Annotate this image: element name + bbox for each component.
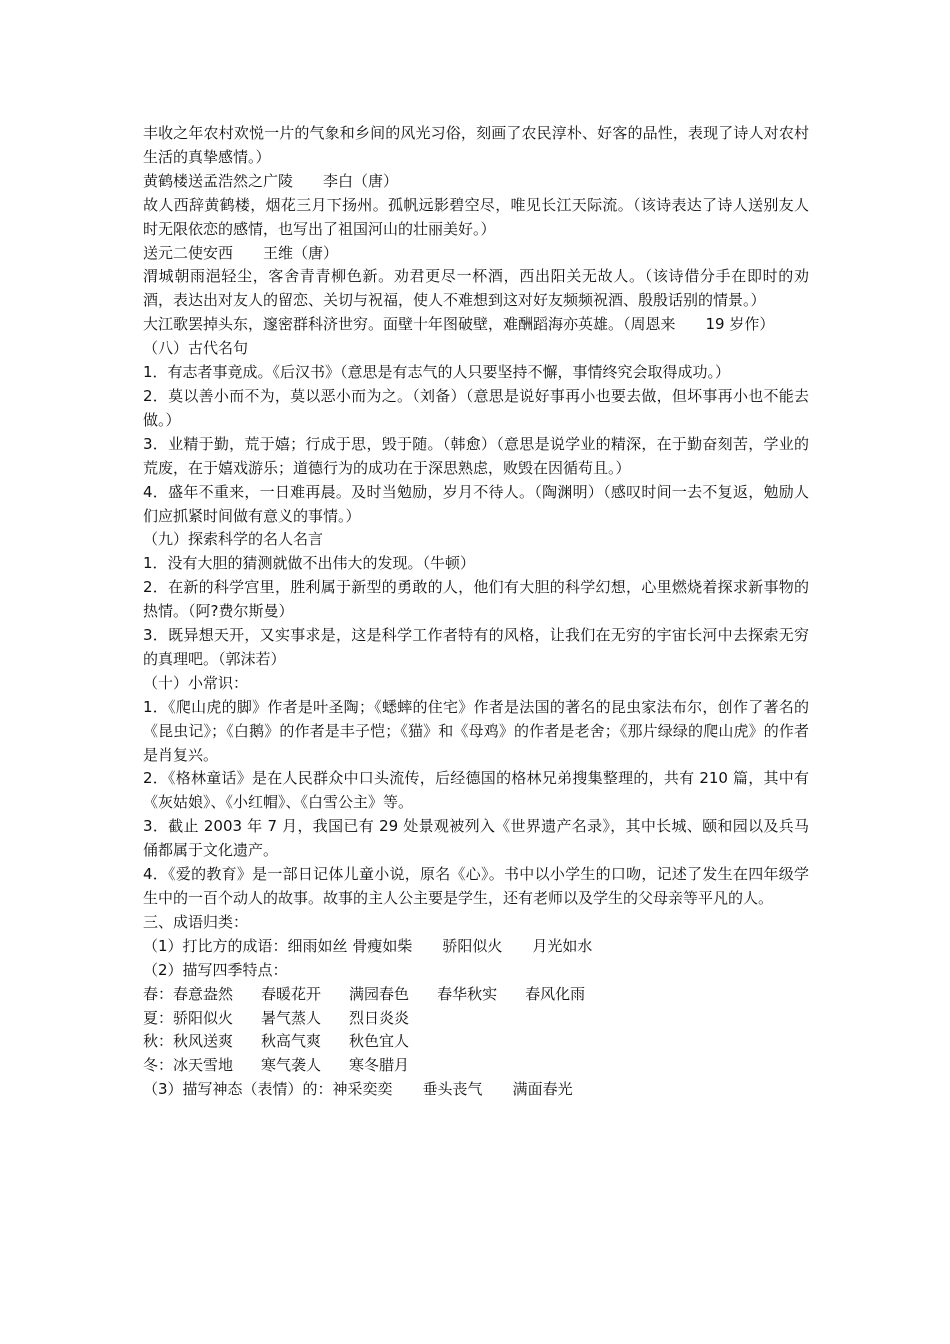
poem-explanation-tail: 丰收之年农村欢悦一片的气象和乡间的风光习俗，刻画了农民淳朴、好客的品性，表现了诗人对农村生活的真挚感情。） — [143, 124, 809, 166]
season-row-autumn — [143, 1030, 809, 1054]
list-item: 3．业精于勤，荒于嬉；行成于思，毁于随。（韩愈）（意思是说学业的精深，在于勤奋刻苦，学业的荒废，在于嬉戏游乐；道德行为的成功在于深思熟虑，败毁在因循苟且。） — [143, 434, 809, 477]
subsection-heading: （2）描写四季特点： — [143, 960, 288, 979]
season-label: 冬： — [143, 1056, 174, 1075]
list-item: 1．没有大胆的猜测就做不出伟大的发现。（牛顿） — [143, 554, 476, 573]
idiom-word: 秋风送爽 — [173, 1032, 234, 1051]
season-label: 秋： — [143, 1032, 174, 1051]
poem-title-line — [143, 242, 809, 266]
season-row-spring — [143, 983, 809, 1007]
season-row-summer — [143, 1007, 809, 1031]
idiom-word: 骄阳似火 — [173, 1008, 234, 1027]
poem-text: 故人西辞黄鹤楼，烟花三月下扬州。孤帆远影碧空尽，唯见长江天际流。（该诗表达了诗人送别友人时无限依恋的感情，也写出了祖国河山的壮丽美好。） — [143, 195, 809, 238]
idiom-word: 寒气袭人 — [261, 1056, 322, 1075]
idiom-word: 春暖花开 — [261, 984, 322, 1003]
poem-text: 渭城朝雨浥轻尘，客舍青青柳色新。劝君更尽一杯酒，西出阳关无故人。（该诗借分手在即时的劝酒，表达出对友人的留恋、关切与祝福，使人不难想到这对好友频频祝酒、殷殷话别的情景。） — [143, 267, 809, 310]
poem-title-line — [143, 170, 809, 194]
idiom-row-metaphor — [143, 935, 809, 959]
poem-note: 19 岁作） — [705, 315, 775, 334]
poem-author: 李白（唐） — [323, 171, 399, 190]
list-item: 2．莫以善小而不为，莫以恶小而为之。（刘备）（意思是说好事再小也要去做，但坏事再小也不能去做。） — [143, 386, 809, 429]
idiom-word: 春风化雨 — [525, 984, 586, 1003]
season-row-winter — [143, 1054, 809, 1078]
idiom-label: （3）描写神态（表情）的：神采奕奕 — [143, 1080, 393, 1099]
poem-author: 王维（唐） — [263, 243, 339, 262]
list-item: 2．《格林童话》是在人民群众中口头流传，后经德国的格林兄弟搜集整理的，共有 210 篇，其中有《灰姑娘》、《小红帽》、《白雪公主》等。 — [143, 769, 809, 812]
poem-title: 送元二使安西 — [143, 243, 234, 262]
section-heading: （九）探索科学的名人名言 — [143, 530, 324, 549]
list-item: 2．在新的科学宫里，胜利属于新型的勇敢的人，他们有大胆的科学幻想，心里燃烧着探求新事物的热情。（阿?费尔斯曼） — [143, 578, 809, 621]
section-heading: （十）小常识： — [143, 673, 249, 692]
season-label: 夏： — [143, 1008, 174, 1027]
idiom-word: 烈日炎炎 — [349, 1008, 410, 1027]
idiom-word: 秋高气爽 — [261, 1032, 322, 1051]
list-item: 4．盛年不重来，一日难再晨。及时当勉励，岁月不待人。（陶渊明）（感叹时间一去不复返，勉励人们应抓紧时间做有意义的事情。） — [143, 482, 809, 525]
idiom-word: 骄阳似火 — [442, 936, 503, 955]
list-item: 1．有志者事竟成。《后汉书》（意思是有志气的人只要坚持不懈，事情终究会取得成功。） — [143, 363, 731, 382]
idiom-label: （1）打比方的成语：细雨如丝 骨瘦如柴 — [143, 936, 413, 955]
section-heading: （八）古代名句 — [143, 339, 249, 358]
list-item: 3．既异想天开，又实事求是，这是科学工作者特有的风格，让我们在无穷的宇宙长河中去探索无穷的真理吧。（郭沫若） — [143, 626, 809, 668]
poem-lines: 大江歌罢掉头东，邃密群科济世穷。面壁十年图破壁，难酬蹈海亦英雄。（周恩来 — [143, 315, 676, 334]
idiom-word: 满园春色 — [349, 984, 410, 1003]
season-label: 春： — [143, 984, 174, 1003]
list-item: 4．《爱的教育》是一部日记体儿童小说，原名《心》。书中以小学生的口吻，记述了发生在四年级学生中的一百个动人的故事。故事的主人公主要是学生，还有老师以及学生的父母亲等平凡的人。 — [143, 865, 809, 907]
document-page — [143, 122, 809, 1102]
idiom-word: 暑气蒸人 — [261, 1008, 322, 1027]
poem-text — [143, 313, 809, 337]
idiom-word: 月光如水 — [532, 936, 593, 955]
idiom-row-expression — [143, 1078, 809, 1102]
idiom-word: 垂头丧气 — [422, 1080, 483, 1099]
idiom-word: 春意盎然 — [173, 984, 234, 1003]
idiom-word: 满面春光 — [512, 1080, 573, 1099]
list-item: 3．截止 2003 年 7 月，我国已有 29 处景观被列入《世界遗产名录》，其中长城、颐和园以及兵马俑都属于文化遗产。 — [143, 817, 809, 860]
idiom-word: 秋色宜人 — [349, 1032, 410, 1051]
idiom-word: 春华秋实 — [437, 984, 498, 1003]
idiom-word: 冰天雪地 — [173, 1056, 234, 1075]
poem-title: 黄鹤楼送孟浩然之广陵 — [143, 171, 294, 190]
idiom-word: 寒冬腊月 — [349, 1056, 410, 1075]
list-item: 1．《爬山虎的脚》作者是叶圣陶；《蟋蟀的住宅》作者是法国的著名的昆虫家法布尔，创作了著名的《昆虫记》；《白鹅》的作者是丰子恺；《猫》和《母鸡》的作者是老舍；《那片绿绿的爬山虎》的作者是肖复兴。 — [143, 697, 809, 764]
section-heading: 三、成语归类： — [143, 912, 249, 931]
